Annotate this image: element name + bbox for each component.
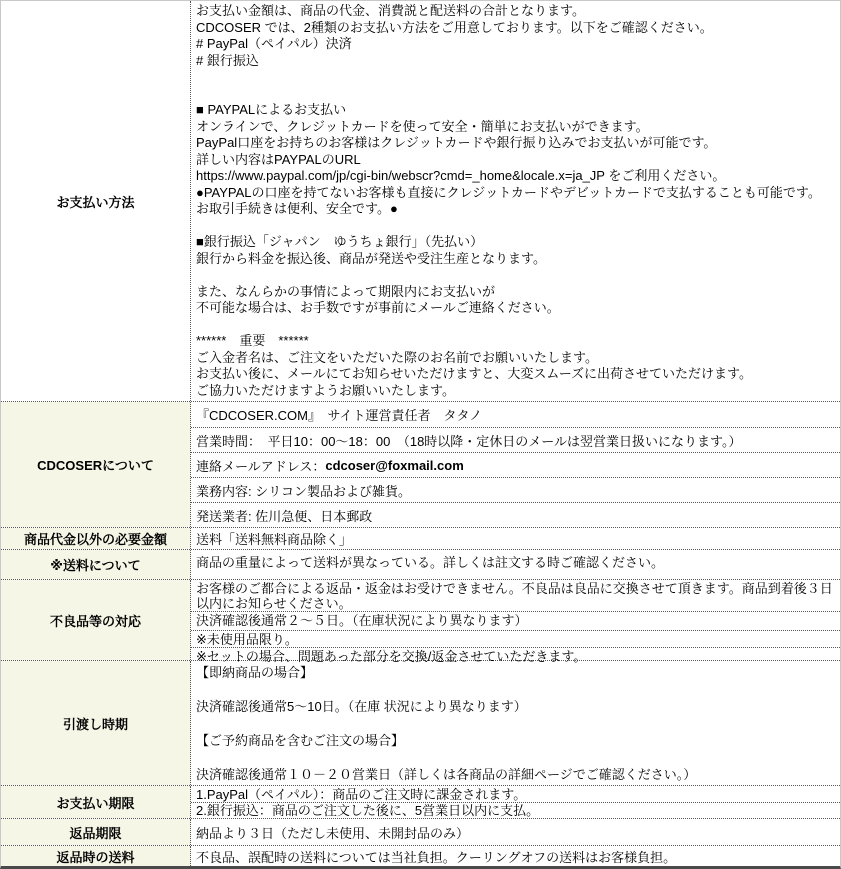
payment-method-content <box>191 1 840 401</box>
bank-transfer-deadline-text: 2.銀行振込：商品のご注文した後に、5営業日以内に支払。 <box>191 802 840 818</box>
section-defective-items <box>1 579 840 664</box>
return-shipping-text: 不良品、誤配時の送料については当社負担。クーリングオフの送料はお客様負担。 <box>196 849 677 865</box>
text-line: 決済確認後通常１０－２０営業日（詳しくは各商品の詳細ページでご確認ください。） <box>196 767 697 782</box>
blank-line <box>196 681 836 698</box>
defective-note-set-text: ※セットの場合、問題あった部分を交換/返金させていただきます。 <box>191 647 840 660</box>
extra-fees-text: 送料「送料無料商品除く」 <box>196 532 353 547</box>
text-line: オンラインで、クレジットカードを使って安全・簡単にお支払いができます。 <box>196 118 649 134</box>
text-line: お取引手続きは便利、安全です。● <box>196 201 398 216</box>
row-header-label: お支払い期限 <box>56 795 135 811</box>
text-line: ■銀行振込「ジャパン ゆうちょ銀行」（先払い） <box>196 234 484 249</box>
blank-line <box>196 86 838 103</box>
text-line: CDCOSER では、2種類のお支払い方法をご用意しております。以下をご確認ください。 <box>196 19 713 35</box>
section-about-cdcoser <box>1 401 840 527</box>
text-line: ご入金者名は、ご注文をいただいた際のお名前でお願いいたします。 <box>196 349 598 365</box>
text-line: # 銀行振込 <box>196 52 259 68</box>
defective-items-content <box>191 580 840 664</box>
row-header-shipping-fee <box>1 550 191 579</box>
text-line: お支払い後に、メールにてお知らせいただけますと、大変スムーズに出荷させていただけます。 <box>196 366 753 381</box>
text-line: 決済確認後通常5～10日。（在庫 状況により異なります） <box>196 699 527 714</box>
row-header-label: 不良品等の対応 <box>49 613 141 629</box>
payment-deadline-content <box>191 786 840 818</box>
defective-processing-time-text: 決済確認後通常２～５日。（在庫状況により異なります） <box>191 611 840 630</box>
blank-line <box>196 267 838 284</box>
row-header-delivery-time <box>1 661 191 785</box>
blank-line <box>196 69 838 86</box>
return-deadline-text: 納品より３日（ただし未使用、未開封品のみ） <box>196 825 470 841</box>
text-line: ●PAYPALの口座を持てないお客様も直接にクレジットカードやデビットカードで支払することも可能です。 <box>196 184 821 200</box>
contact-email-line <box>191 452 840 477</box>
text-line: また、なんらかの事情によって期限内にお支払いが <box>196 283 496 299</box>
about-cdcoser-content <box>191 402 840 527</box>
text-line: # PayPal（ペイパル）決済 <box>196 36 352 51</box>
shipping-carrier-line: 発送業者: 佐川急便、日本郵政 <box>191 502 840 527</box>
business-description-line: 業務内容: シリコン製品および雑貨。 <box>191 477 840 502</box>
return-shipping-content <box>191 846 840 866</box>
text-line: 【ご予約商品を含むご注文の場合】 <box>196 733 405 748</box>
contact-email-label: 連絡メールアドレス： <box>196 458 326 474</box>
blank-line <box>196 715 836 732</box>
extra-fees-content <box>191 528 840 549</box>
text-line: 不可能な場合は、お手数ですが事前にメールご連絡ください。 <box>196 300 560 315</box>
site-operator-line: 『CDCOSER.COM』 サイト運営責任者 タタノ <box>196 408 483 423</box>
return-deadline-content <box>191 819 840 845</box>
contact-email-address: cdcoser@foxmail.com <box>325 457 464 473</box>
row-header-return-shipping <box>1 846 191 866</box>
row-header-return-deadline <box>1 819 191 845</box>
row-header-label: 返品時の送料 <box>56 849 135 865</box>
text-line: 銀行から料金を振込後、商品が発送や受注生産となります。 <box>196 250 546 266</box>
important-marker-line: ****** 重要 ****** <box>196 333 309 348</box>
row-header-label: 返品期限 <box>69 825 122 841</box>
section-delivery-time <box>1 660 840 785</box>
shipping-fee-text: 商品の重量によって送料が異なっている。詳しくは註文する時ご確認ください。 <box>196 555 665 570</box>
blank-line <box>196 317 838 334</box>
row-header-label: ※送料について <box>50 558 141 573</box>
section-payment-deadline <box>1 785 840 818</box>
row-header-about-cdcoser <box>1 402 191 527</box>
row-header-payment-deadline <box>1 786 191 818</box>
section-extra-fees <box>1 527 840 549</box>
shipping-fee-content <box>191 550 840 579</box>
row-header-label: 商品代金以外の必要金額 <box>23 532 167 547</box>
blank-line <box>196 218 838 235</box>
text-line: PayPal口座をお持ちのお客様はクレジットカードや銀行振り込みでお支払いが可能です。 <box>196 135 717 150</box>
row-header-extra-fees <box>1 528 191 549</box>
text-line: お支払い金額は、商品の代金、消費説と配送料の合計となります。 <box>196 3 585 18</box>
defective-note-unused-text: ※未使用品限り。 <box>191 630 840 647</box>
business-hours-line: 営業時間： 平日10：00～18：00 （18時以降・定休日のメールは翌営業日扱いになります。） <box>191 427 840 452</box>
defective-policy-text: お客様のご都合による返品・返金はお受けできません。不良品は良品に交換させて頂きます。商品到着後３日以内にお知らせください。 <box>196 581 833 611</box>
delivery-time-content <box>191 661 840 785</box>
section-return-deadline <box>1 818 840 845</box>
row-header-payment-method <box>1 1 191 401</box>
paypal-deadline-text: 1.PayPal（ペイパル）：商品のご注文時に課金されます。 <box>196 786 527 802</box>
row-header-label: 引渡し時期 <box>62 716 128 732</box>
section-return-shipping <box>1 845 840 866</box>
section-payment-method <box>1 1 840 401</box>
text-line: ご協力いただけますようお願いいたします。 <box>196 382 455 398</box>
text-line: ■ PAYPALによるお支払い <box>196 102 347 117</box>
text-line: 詳しい内容はPAYPALのURL <box>196 151 361 167</box>
row-header-label: CDCOSERについて <box>37 458 154 473</box>
section-shipping-fee <box>1 549 840 579</box>
row-header-defective-items <box>1 580 191 660</box>
text-line: 【即納商品の場合】 <box>196 665 314 680</box>
row-header-label: お支払い方法 <box>56 194 135 210</box>
blank-line <box>196 749 836 766</box>
paypal-url-text: https://www.paypal.com/jp/cgi-bin/webscr?cmd=_home&locale.x=ja_JP をご利用ください。 <box>196 168 726 183</box>
